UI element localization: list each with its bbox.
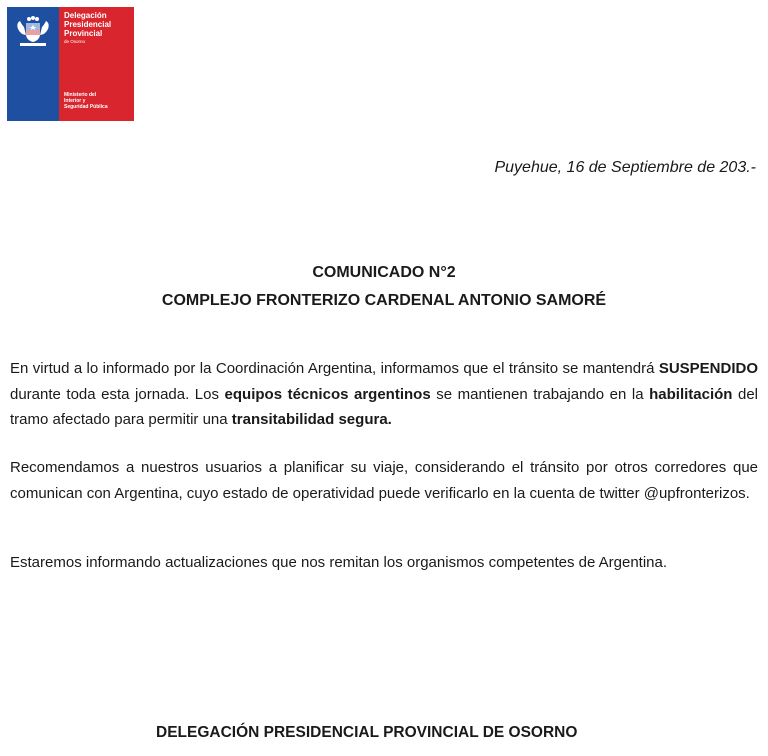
coat-of-arms-icon bbox=[14, 15, 52, 49]
paragraph-2: Recomendamos a nuestros usuarios a planificar su viaje, considerando el tránsito por otros corredores que comunican con Argentina, cuyo estado de operatividad puede verificarlo en la cuenta de twitter @upfronterizos. bbox=[10, 459, 758, 502]
bold-text-run: habilitación bbox=[649, 385, 733, 403]
logo-blue-panel bbox=[7, 7, 59, 121]
text-run: En virtud a lo informado por la Coordinación Argentina, informamos que el tránsito se mantendrá bbox=[10, 360, 659, 377]
logo-ministry-name bbox=[64, 92, 108, 110]
logo-organization-name bbox=[64, 11, 111, 45]
logo-ministry-line: Ministerio del bbox=[64, 92, 97, 98]
government-logo bbox=[7, 7, 134, 121]
logo-org-line: Presidencial bbox=[64, 20, 112, 29]
signature: DELEGACIÓN PRESIDENCIAL PROVINCIAL DE OSORNO bbox=[156, 724, 578, 741]
text-run: durante toda esta jornada. Los bbox=[10, 385, 225, 403]
logo-ministry-line: Interior y bbox=[64, 98, 86, 104]
text-run: del tramo afectado para permitir una bbox=[10, 385, 759, 428]
text-run: se mantienen trabajando en la bbox=[430, 385, 650, 403]
document-title: COMUNICADO N°2 bbox=[312, 264, 456, 281]
logo-org-line: Delegación bbox=[64, 11, 107, 20]
logo-org-line: de Osorno bbox=[64, 39, 86, 44]
logo-ministry-line: Seguridad Pública bbox=[64, 104, 108, 110]
bold-text-run: equipos técnicos argentinos bbox=[224, 385, 431, 403]
paragraph-1 bbox=[10, 356, 758, 433]
bold-text-run: SUSPENDIDO bbox=[658, 360, 758, 377]
paragraph-3: Estaremos informando actualizaciones que nos remitan los organismos competentes de Argentina. bbox=[10, 554, 668, 571]
logo-red-panel bbox=[59, 7, 134, 121]
document-date: Puyehue, 16 de Septiembre de 203.- bbox=[494, 159, 756, 176]
bold-text-run: transitabilidad segura. bbox=[231, 411, 392, 428]
logo-org-line: Provincial bbox=[64, 29, 103, 38]
document-subtitle: COMPLEJO FRONTERIZO CARDENAL ANTONIO SAMORÉ bbox=[161, 292, 607, 309]
